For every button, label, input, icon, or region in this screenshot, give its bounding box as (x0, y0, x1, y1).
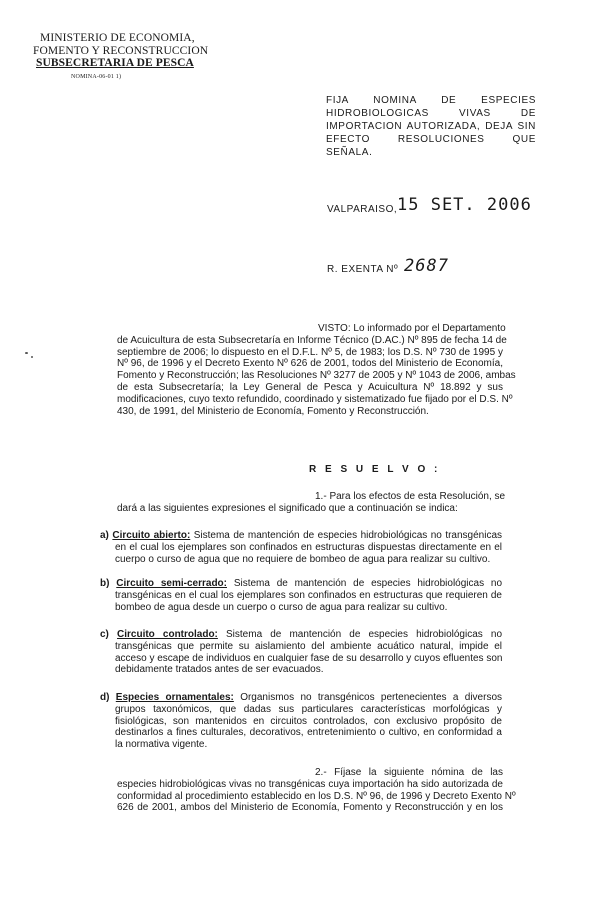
visto-paragraph (117, 323, 516, 417)
ministry-line-1: MINISTERIO DE ECONOMIA, (40, 32, 195, 44)
point-2-line: 2.- Fíjase la siguiente nómina de las (315, 767, 503, 778)
point-2-line: especies hidrobiológicas vivas no transgénicas cuya importación ha sido autorizada de (117, 778, 503, 790)
definition-b-line (100, 578, 502, 590)
ministry-line-3: SUBSECRETARIA DE PESCA (36, 57, 194, 69)
definition-d-line: destinarlos a fines culturales, decorativos, entretenimiento o cultivo, en conformidad a (115, 727, 502, 739)
definition-d (100, 692, 502, 751)
definition-c-letter: c) (100, 629, 109, 640)
title-line: SEÑALA. (326, 147, 373, 158)
definition-b-line: bombeo de agua desde un cuerpo o curso de agua para realizar su cultivo. (115, 601, 448, 613)
point-2-line: 626 de 2001, ambos del Ministerio de Economía, Fomento y Reconstrucción y en los (117, 802, 503, 814)
place-label: VALPARAISO, (327, 204, 398, 215)
definition-a-term: Circuito abierto: (112, 530, 191, 541)
resuelvo-heading: R E S U E L V O : (309, 464, 441, 475)
visto-line: modificaciones, cuyo texto refundido, coordinado y sistematizado fue fijado por el D.S. Nº (117, 393, 513, 405)
definition-c-term: Circuito controlado: (117, 629, 218, 640)
definition-b-term: Circuito semi-cerrado: (116, 578, 227, 589)
visto-line: Fomento y Reconstrucción; las Resoluciones Nº 3277 de 2005 y Nº 1043 de 2006, ambas (117, 370, 516, 382)
definition-c-line: acceso y escape de individuos en cualquier fase de su desarrollo y cuyos efluentes son (115, 652, 503, 664)
definition-a-line: en el cual los ejemplares son confinados en estructuras dispuestas directamente en el (115, 541, 502, 553)
definition-d-text: Organismos no transgénicos pertenecientes a diversos (240, 692, 503, 703)
visto-line: 430, de 1991, del Ministerio de Economía, Fomento y Reconstrucción. (117, 405, 429, 417)
definition-c-line (100, 629, 502, 641)
definition-c (100, 629, 502, 676)
ministry-line-2: FOMENTO Y RECONSTRUCCION (33, 45, 209, 57)
date-stamp: 15 SET. 2006 (397, 195, 532, 215)
definition-d-line (100, 692, 502, 704)
scan-speck (31, 356, 33, 358)
visto-line: septiembre de 2006; lo dispuesto en el D.F.L. Nº 5, de 1983; los D.S. Nº 730 de 1995 y (117, 346, 503, 358)
point-1-paragraph (117, 491, 506, 515)
title-line: EFECTO RESOLUCIONES QUE (326, 134, 536, 145)
visto-line: de Acuicultura de esta Subsecretaría en Informe Técnico (D.AC.) Nº 895 de fecha 14 de (117, 334, 507, 346)
definition-b-line: transgénicas en el cual los ejemplares son confinados en estructuras que requieren de (115, 589, 502, 601)
resolution-number: 2687 (404, 256, 449, 276)
definition-d-line: grupos taxonómicos, que dadas sus particulares características morfológicas y (115, 703, 502, 715)
title-line: IMPORTACION AUTORIZADA, DEJA SIN (326, 121, 536, 132)
title-line: FIJA NOMINA DE ESPECIES (326, 95, 536, 106)
definition-b-text: Sistema de mantención de especies hidrobiológicas no (233, 578, 503, 589)
visto-line: Nº 96, de 1996 y el Decreto Exento Nº 626 de 2001, todos del Ministerio de Economía, (117, 358, 503, 370)
definition-d-line: fisiológicas, son mantenidos en circuitos controlados, con exclusivo propósito de (115, 715, 502, 727)
visto-line: VISTO: Lo informado por el Departamento (318, 323, 506, 334)
resolution-label: R. EXENTA Nº (327, 264, 399, 275)
definition-d-letter: d) (100, 692, 110, 703)
definition-d-term: Especies ornamentales: (115, 692, 234, 703)
definition-b-letter: b) (100, 578, 110, 589)
scan-speck (25, 352, 28, 354)
visto-line: de esta Subsecretaría; la Ley General de Pesca y Acuicultura Nº 18.892 y sus (117, 381, 503, 393)
definition-d-line: la normativa vigente. (115, 739, 208, 751)
definition-c-line: transgénicas que permite su aislamiento del ambiente acuático natural, impide el (115, 640, 502, 652)
point-2-paragraph (117, 767, 516, 814)
point-1-line: 1.- Para los efectos de esta Resolución, se (315, 491, 506, 502)
point-1-line: dará a las siguientes expresiones el significado que a continuación se indica: (117, 502, 458, 514)
definition-b (100, 578, 502, 613)
definition-c-line: debidamente tratados antes de ser evacuados. (115, 664, 324, 676)
definition-c-text: Sistema de mantención de especies hidrobiológicas no (226, 629, 503, 640)
definition-a-text: Sistema de mantención de especies hidrobiológicas no transgénicas (193, 530, 503, 541)
definition-a-line (100, 530, 502, 542)
point-2-line: conformidad al procedimiento establecido en los D.S. Nº 96, de 1996 y Decreto Exento Nº (117, 790, 516, 802)
definition-a-letter: a) (100, 530, 109, 541)
resolution-title (326, 94, 536, 159)
title-line: HIDROBIOLOGICAS VIVAS DE (326, 108, 536, 119)
definition-a-line: cuerpo o curso de agua que no requiere de bombeo de agua para realizar su cultivo. (115, 553, 491, 565)
document-code: NOMINA-06-01 1) (71, 74, 122, 80)
definition-a (100, 530, 502, 565)
